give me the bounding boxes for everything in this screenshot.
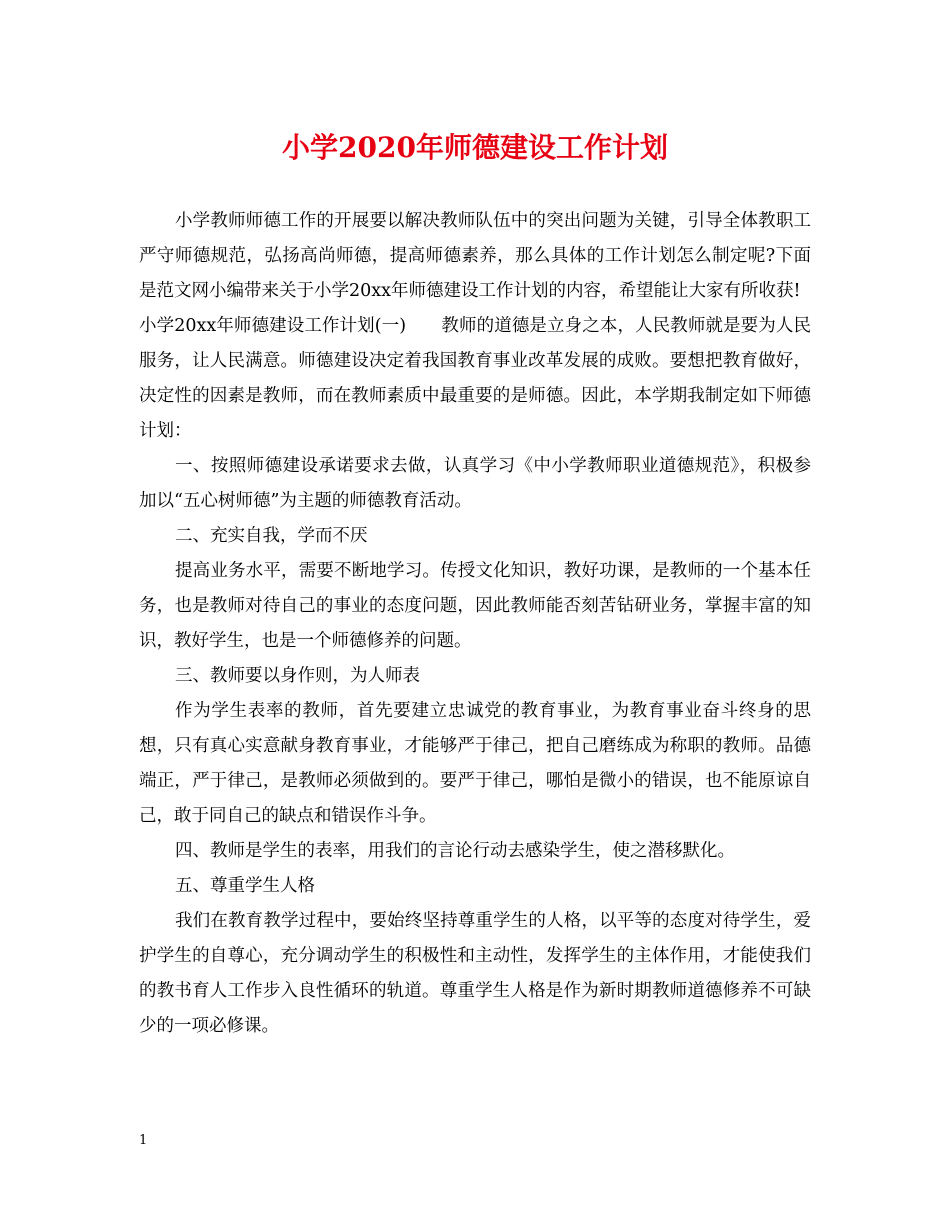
heading-item-five: 五、尊重学生人格 xyxy=(175,876,315,896)
heading-item-two: 二、充实自我，学而不厌 xyxy=(175,526,368,546)
paragraph-item-two: 提高业务水平，需要不断地学习。传授文化知识，教好功课，是教师的一个基本任务，也是教师对待自己的事业的态度问题，因此教师能否刻苦钻研业务，掌握丰富的知识，教好学生，也是一个师德修养的问题。 xyxy=(139,561,811,651)
paragraph-item-five: 我们在教育教学过程中，要始终坚持尊重学生的人格，以平等的态度对待学生，爱护学生的自尊心，充分调动学生的积极性和主动性，发挥学生的主体作用，才能使我们的教书育人工作步入良性循环的轨道。尊重学生人格是作为新时期教师道德修养不可缺少的一项必修课。 xyxy=(139,911,811,1036)
paragraph-item-one: 一、按照师德建设承诺要求去做，认真学习《中小学教师职业道德规范》，积极参加以“五心树师德”为主题的师德教育活动。 xyxy=(139,456,811,511)
paragraph-intro: 小学教师师德工作的开展要以解决教师队伍中的突出问题为关键，引导全体教职工严守师德规范，弘扬高尚师德，提高师德素养，那么具体的工作计划怎么制定呢?下面是范文网小编带来关于小学20xx年师德建设工作计划的内容，希望能让大家有所收获! xyxy=(139,211,811,301)
page-number: 1 xyxy=(139,1133,148,1148)
paragraph-item-three: 作为学生表率的教师，首先要建立忠诚党的教育事业，为教育事业奋斗终身的思想，只有真心实意献身教育事业，才能够严于律己，把自己磨练成为称职的教师。品德端正，严于律己，是教师必须做到的。要严于律己，哪怕是微小的错误，也不能原谅自己，敢于同自己的缺点和错误作斗争。 xyxy=(139,701,811,826)
paragraph-item-four: 四、教师是学生的表率，用我们的言论行动去感染学生，使之潜移默化。 xyxy=(175,841,735,861)
document-body xyxy=(139,204,811,1044)
heading-item-three: 三、教师要以身作则，为人师表 xyxy=(175,666,420,686)
document-title: 小学2020年师德建设工作计划 xyxy=(282,131,668,164)
paragraph-plan-one: 小学20xx年师德建设工作计划(一) 教师的道德是立身之本，人民教师就是要为人民服务，让人民满意。师德建设决定着我国教育事业改革发展的成败。要想把教育做好，决定性的因素是教师，而在教师素质中最重要的是师德。因此，本学期我制定如下师德计划： xyxy=(139,316,811,441)
